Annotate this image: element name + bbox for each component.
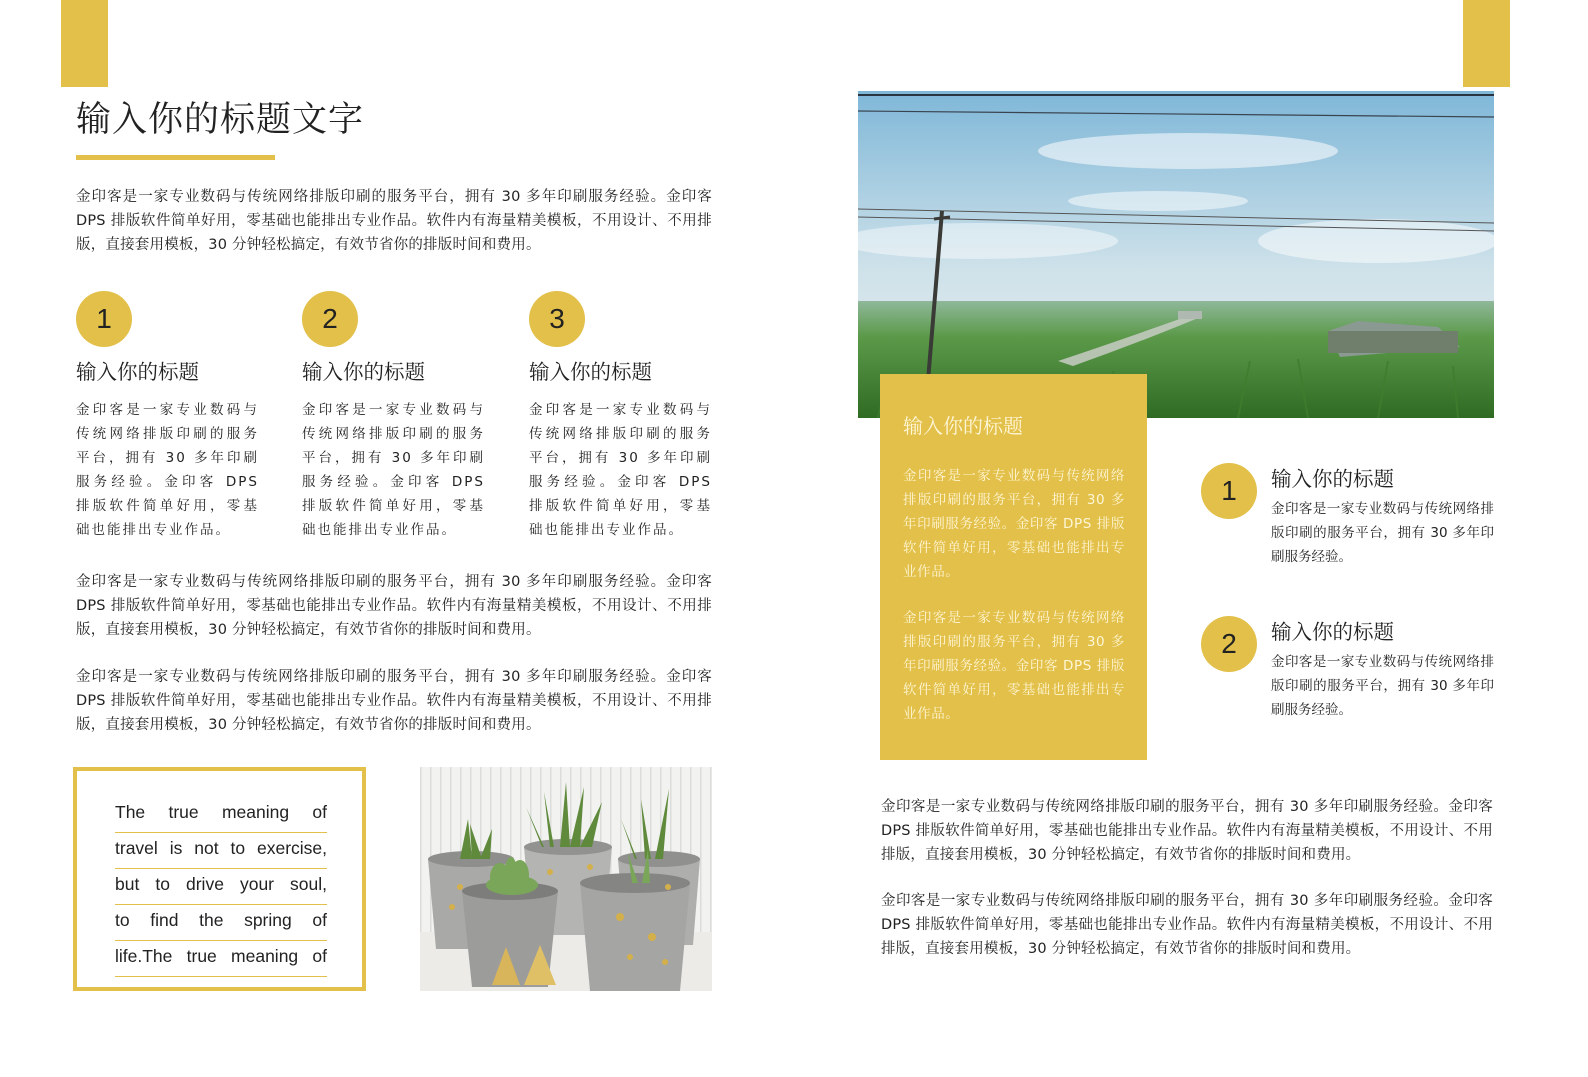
quote-line: The true meaning of [115, 797, 327, 833]
step-number-2: 2 [302, 291, 358, 347]
corner-tab-right [1463, 0, 1510, 87]
column-title-3: 输入你的标题 [529, 360, 652, 384]
item-title-1: 输入你的标题 [1271, 467, 1394, 491]
item-text-1: 金印客是一家专业数码与传统网络排版印刷的服务平台，拥有 30 多年印刷服务经验。 [1271, 501, 1494, 565]
quote-line: but to drive your soul, [115, 869, 327, 905]
column-text-1: 金印客是一家专业数码与传统网络排版印刷的服务平台，拥有 30 多年印刷服务经验。金印客 DPS 排版软件简单好用，零基础也能排出专业作品。 [76, 402, 259, 538]
intro-paragraph: 金印客是一家专业数码与传统网络排版印刷的服务平台，拥有 30 多年印刷服务经验。金印客 DPS 排版软件简单好用，零基础也能排出专业作品。软件内有海量精美模板，不用设计、不用排版，直接套用模板，30 分钟轻松搞定，有效节省你的排版时间和费用。 [76, 189, 712, 253]
right-paragraph-1: 金印客是一家专业数码与传统网络排版印刷的服务平台，拥有 30 多年印刷服务经验。金印客 DPS 排版软件简单好用，零基础也能排出专业作品。软件内有海量精美模板，不用设计、不用排版，直接套用模板，30 分钟轻松搞定，有效节省你的排版时间和费用。 [881, 799, 1493, 863]
column-text-2: 金印客是一家专业数码与传统网络排版印刷的服务平台，拥有 30 多年印刷服务经验。金印客 DPS 排版软件简单好用，零基础也能排出专业作品。 [302, 402, 485, 538]
body-paragraph-2: 金印客是一家专业数码与传统网络排版印刷的服务平台，拥有 30 多年印刷服务经验。金印客 DPS 排版软件简单好用，零基础也能排出专业作品。软件内有海量精美模板，不用设计、不用排版，直接套用模板，30 分钟轻松搞定，有效节省你的排版时间和费用。 [76, 574, 712, 638]
feature-box [880, 374, 1147, 760]
column-title-2: 输入你的标题 [302, 360, 425, 384]
item-number-1: 1 [1201, 463, 1257, 519]
item-text-2: 金印客是一家专业数码与传统网络排版印刷的服务平台，拥有 30 多年印刷服务经验。 [1271, 654, 1494, 718]
item-number-2: 2 [1201, 616, 1257, 672]
step-number-1: 1 [76, 291, 132, 347]
quote-box [73, 767, 366, 991]
feature-box-title: 输入你的标题 [903, 414, 1023, 438]
succulent-photo [420, 767, 712, 991]
body-paragraph-3: 金印客是一家专业数码与传统网络排版印刷的服务平台，拥有 30 多年印刷服务经验。金印客 DPS 排版软件简单好用，零基础也能排出专业作品。软件内有海量精美模板，不用设计、不用排版，直接套用模板，30 分钟轻松搞定，有效节省你的排版时间和费用。 [76, 669, 712, 733]
step-number-3: 3 [529, 291, 585, 347]
right-paragraph-2: 金印客是一家专业数码与传统网络排版印刷的服务平台，拥有 30 多年印刷服务经验。金印客 DPS 排版软件简单好用，零基础也能排出专业作品。软件内有海量精美模板，不用设计、不用排版，直接套用模板，30 分钟轻松搞定，有效节省你的排版时间和费用。 [881, 893, 1493, 957]
corner-tab-left [61, 0, 108, 87]
quote-line: travel is not to exercise, [115, 833, 327, 869]
column-text-3: 金印客是一家专业数码与传统网络排版印刷的服务平台，拥有 30 多年印刷服务经验。金印客 DPS 排版软件简单好用，零基础也能排出专业作品。 [529, 402, 712, 538]
quote-line: to find the spring of [115, 905, 327, 941]
column-title-1: 输入你的标题 [76, 360, 199, 384]
feature-box-paragraph-1: 金印客是一家专业数码与传统网络排版印刷的服务平台，拥有 30 多年印刷服务经验。金印客 DPS 排版软件简单好用，零基础也能排出专业作品。 [903, 468, 1125, 580]
quote-line: life.The true meaning of [115, 941, 327, 977]
landscape-photo [858, 91, 1494, 418]
feature-box-paragraph-2: 金印客是一家专业数码与传统网络排版印刷的服务平台，拥有 30 多年印刷服务经验。金印客 DPS 排版软件简单好用，零基础也能排出专业作品。 [903, 610, 1125, 722]
quote-text [115, 797, 327, 977]
item-title-2: 输入你的标题 [1271, 620, 1394, 644]
page-title: 输入你的标题文字 [76, 100, 365, 140]
title-underline [76, 155, 275, 160]
